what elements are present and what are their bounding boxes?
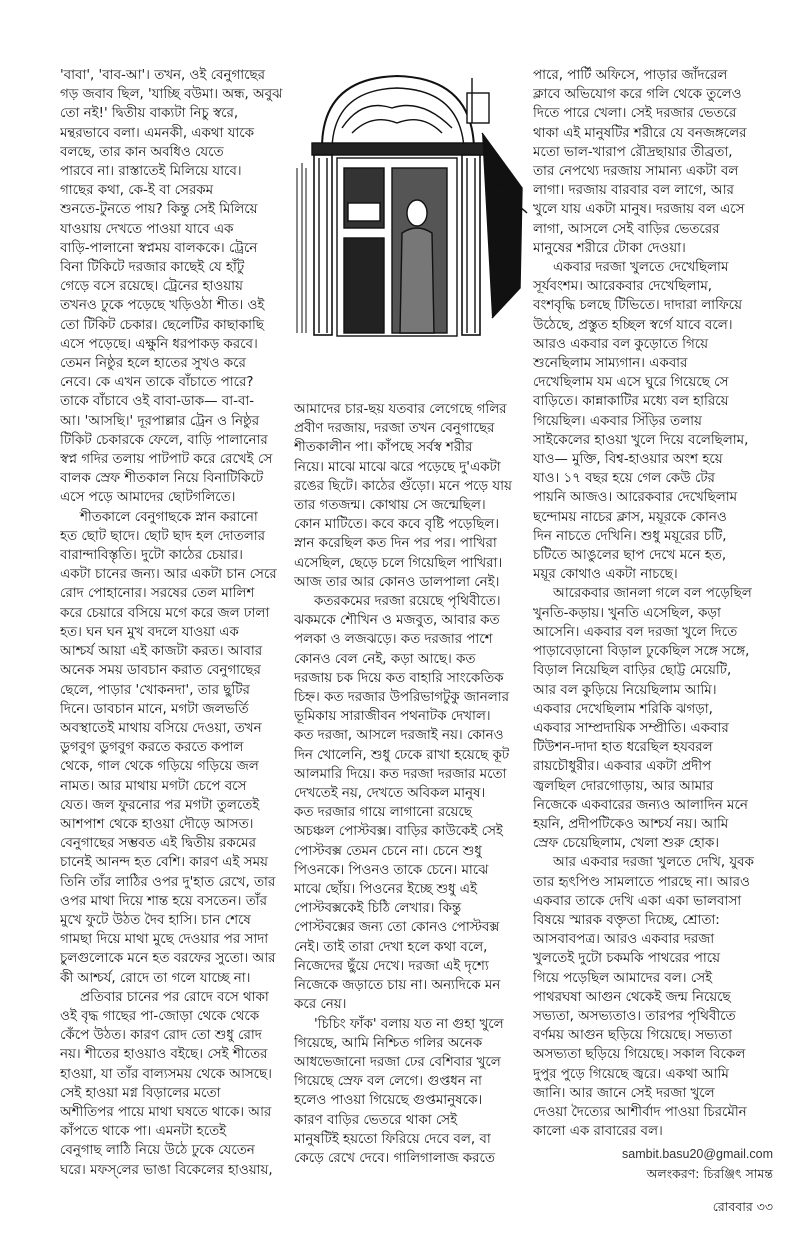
text-line: গড় জবাব ছিল, 'যাচ্ছি বউমা। অন্ধ, অবুঝ [60,87,283,103]
text-line: দুপুর পুড়ে গিয়েছে জ্বরে। একথা আমি [533,1066,729,1082]
text-line: বংশবৃদ্ধি চলছে টিভিতে। দাদারা লাফিয়ে [533,298,742,314]
text-line: কাঁপতে থাকে পা। এমনটা হতেই [60,1124,227,1140]
text-line: খুলতেই দুটো চকমকি পাথরের পায়ে [533,951,721,967]
article-paragraph [60,66,292,508]
text-line: টিকিট চেকারকে ফেলে, বাড়ি পালানোর [60,432,268,448]
text-line: ঝকমকে শৌখিন ও মজবুত, আবার কত [294,613,500,629]
article-paragraph [533,853,773,1141]
text-line: তিনি তাঁর লাঠির ওপর দু'হাত রেখে, তার [60,874,276,890]
text-line: রোদ পোহানোর। সরষের তেল মালিশ [60,586,255,602]
text-line: গিয়েছে স্রেফ বল লেগে। গুপ্তধন না [294,1074,482,1090]
text-line: লাগা। দরজায় বারবার বল লাগে, আর [533,183,734,199]
text-line: আলমারি দিয়ে। কত দরজা দরজার মতো [294,766,507,782]
text-line: দেখতেই নয়, দেখতে অবিকল মানুষ। [294,786,486,802]
text-line: আর একবার দরজা খুলতে দেখি, যুবক [553,855,754,871]
text-line: জ্বলছিল দোরগোড়ায়, আর আমার [533,778,714,794]
text-line: চানেই আনন্দ হত বেশি। কারণ এই সময় [60,855,268,871]
text-line: একটা চানের জন্য। আর একটা চান সেরে [60,567,277,583]
text-line: টিউশন-দাদা হাত ধরেছিল হযবরল [533,740,713,756]
text-line: নামত। আর মাথায় মগটা চেপে বসে [60,778,247,794]
text-line: এসে পড়েছে। এক্ষুনি ধরপাকড় করবে। [60,336,258,352]
text-line: ছেলে, পাড়ার 'খোকনদা', তার ছুটির [60,682,250,698]
text-line: তার হৃৎপিণ্ড সামলাতে পারছে না। আরও [533,874,750,890]
text-line: একবার দেখেছিলাম শরিকি ঝগড়া, [533,701,713,717]
text-line: অসভ্যতা ছড়িয়ে গিয়েছে। সকাল বিকেল [533,1047,746,1063]
text-line: বিষয়ে স্মারক বক্তৃতা দিচ্ছে, শ্রোতা: [533,912,720,928]
text-line: পাথরঘষা আগুন থেকেই জন্ম নিয়েছে [533,989,731,1005]
text-line: নিজেকে জড়াতে চায় না। অন্যদিকে মন [294,978,501,994]
text-line: রঙের ছিটে। কাঠের গুঁড়ো। মনে পড়ে যায় [294,478,512,494]
text-line: সাইকেলের হাওয়া খুলে দিয়ে বলেছিলাম, [533,432,749,448]
text-line: কোন মাটিতে। কবে কবে বৃষ্টি পড়েছিল। [294,517,500,533]
text-line: দিন খোলেনি, শুধু ঢেকে রাখা হয়েছে কূট [294,747,510,763]
text-line: মানুষটিই হয়তো ফিরিয়ে দেবে বল, বা [294,1131,491,1147]
text-line: বেনুগাছের সম্ভবত এই দ্বিতীয় রকমের [60,836,256,852]
text-line: এসেছিল, ছেড়ে চলে গিয়েছিল পাখিরা। [294,555,503,571]
text-line: ডুগবুগ ডুগবুগ করতে করতে কপাল [60,740,244,756]
text-line: পোস্টবক্সকেই চিঠি লেখার। কিন্তু [294,901,462,917]
text-line: বেনুগাছ লাঠি নিয়ে উঠে ঢুকে যেতেন [60,1143,255,1159]
text-line: তো টিকিট চেকার। ছেলেটির কাছাকাছি [60,317,264,333]
doorway-sketch-icon [292,38,532,338]
text-line: মতো ভাল-খারাপ রৌদ্রছায়ার তীব্রতা, [533,144,733,160]
text-line: কী আশ্চর্য, রোদে তা গলে যাচ্ছে না। [60,970,251,986]
text-line: পোস্টবক্সের জন্য তো কোনও পোস্টবক্স [294,920,500,936]
text-line: একবার তাকে দেখি একা একা ভালবাসা [533,893,742,909]
text-line: পারবে না। রাস্তাতেই মিলিয়ে যাবে। [60,164,242,180]
article-column-3 [533,66,773,1216]
text-line: যাওয়ায় দেখতে পাওয়া যাবে এক [60,221,234,237]
text-line: দেখেছিলাম যম এসে ঘুরে গিয়েছে সে [533,375,729,391]
text-line: অচঞ্চল পোস্টবক্স। বাড়ির কাউকেই সেই [294,824,503,840]
text-line: করে নেয়। [294,997,347,1013]
text-line: স্রেফ চেয়েছিলাম, খেলা শুরু হোক। [533,836,719,852]
text-line: উঠেছে, প্রস্তুত হচ্ছিল স্বর্গে যাবে বলে। [533,317,733,333]
text-line: শীতকালে বেনুগাছকে স্নান করানো [80,509,258,525]
text-line: মানুষের শরীরে টোকা দেওয়া। [533,240,686,256]
text-line: ভূমিকায় সারাজীবন পথনাটক দেখাল। [294,709,491,725]
text-line: ছন্দোময় নাচের ক্লাস, ময়ূরকে কোনও [533,509,727,525]
text-line: নিজেকে একবারের জন্যও আলাদিন মনে [533,797,748,813]
text-line: হাওয়া, যা তাঁর বাল্যসময় থেকে আসছে। [60,1066,272,1082]
text-line: স্বপ্ন গদির তলায় পাটপাট করে রেখেই সে [60,452,273,468]
article-paragraph [533,258,773,584]
text-line: অশীতিপর পায়ে মাথা ঘষতে থাকে। আর [60,1104,272,1120]
text-line: গাছের কথা, কে-ই বা সেরকম [60,183,214,199]
text-line: 'বাবা', 'বাব-আ'। তখন, ওই বেনুগাছের [60,68,266,83]
text-line: আমাদের চার-ছয় যতবার লেগেছে গলির [294,402,507,417]
text-line: করে চেয়ারে বসিয়ে মগে করে জল ঢালা [60,605,270,621]
text-line: বারান্দাবিস্তৃতি। দুটো কাঠের চেয়ার। [60,548,243,564]
text-line: নেই। তাই তারা দেখা হলে কথা বলে, [294,939,488,955]
article-paragraph [294,400,526,592]
text-line: দিনে। ডাবচান মানে, মগটা জলভর্তি [60,701,249,717]
text-line: থাকা এই মানুষটির শরীরে যে বনজঙ্গলের [533,125,747,141]
text-line: তার নেপথ্যে দরজায় সামান্য একটা বল [533,164,739,180]
article-paragraph [60,508,292,988]
text-line: দিন নাচতে দেখিনি। শুধু ময়ূরের চটি, [533,528,727,544]
text-line: মুখে ফুটে উঠত দৈব হাসি। চান শেষে [60,912,251,928]
text-line: শুনেছিলাম সাম্যগান। একবার [533,356,688,372]
text-line: ক্লাবে অভিযোগ করে গলি থেকে তুলেও [533,87,742,103]
text-line: অনেক সময় ডাবচান করাত বেনুগাছের [60,663,261,679]
text-line: হত ছোট ছাদে। ছোট ছাদ হল দোতলার [60,528,265,544]
text-line: বলছে, তার কান অবধিও যেতে [60,144,224,160]
text-line: আর বল কুড়িয়ে নিয়েছিলাম আমি। [533,682,717,698]
text-line: থেকে, গাল থেকে গড়িয়ে গড়িয়ে জল [60,759,259,775]
text-line: পাড়াবেড়ানো বিড়াল ঢুকেছিল সঙ্গে সঙ্গে, [533,644,750,660]
text-line: কত দরজা, আসলে দরজাই নয়। কোনও [294,728,504,744]
text-line: কত দরজার গায়ে লাগানো রয়েছে [294,805,472,821]
text-line: মাঝে ছোঁয়। পিওনের ইচ্ছে শুধু এই [294,882,477,898]
text-line: কেঁপে উঠত। কারণ রোদ তো শুধু রোদ [60,1028,262,1044]
text-line: পলকা ও লজঝড়ে। কত দরজার পাশে [294,632,493,648]
text-line: যাও— মুক্তি, বিশ্ব-হাওয়ার অংশ হয়ে [533,452,723,468]
text-line: শুনতে-টুনতে পায়? কিন্তু সেই মিলিয়ে [60,202,258,218]
article-paragraph [533,66,773,258]
text-line: আসবাবপত্র। আরও একবার দরজা [533,932,715,948]
text-line: গিয়েছিল। একবার সিঁড়ির তলায় [533,413,702,429]
text-line: আ। 'আসছি।' দূরপাল্লার ট্রেন ও নিষ্ঠুর [60,413,260,429]
text-line: বর্ণময় আগুন ছড়িয়ে গিয়েছে। সভ্যতা [533,1028,732,1044]
article-column-1 [60,66,292,1180]
text-line: গিয়েছে, আমি নিশ্চিত গলির অনেক [294,1035,483,1051]
text-line: আরও একবার বল কুড়োতে গিয়ে [533,336,709,352]
text-line: আজ তার আর কোনও ডালপালা নেই। [294,574,500,590]
text-line: মন্থরভাবে বলা। এমনকী, একথা যাকে [60,125,255,141]
text-line: তো নই!' দ্বিতীয় বাক্যটা নিচু স্বরে, [60,106,239,122]
text-line: আশ্চর্য আয়া এই কাজটা করত। আবার [60,644,263,660]
text-line: তার গতজন্ম। কোথায় সে জন্মেছিল। [294,498,486,514]
text-line: সভ্যতা, অসভ্যতাও। তারপর পৃথিবীতে [533,1008,736,1024]
text-line: নিয়ে। মাঝে মাঝে ঝরে পড়েছে দু'একটা [294,459,501,475]
text-line: বাড়ি-পালানো স্বপ্নময় বালককে। ট্রেনে [60,240,258,256]
text-line: ওই বৃদ্ধ গাছের পা-জোড়া থেকে থেকে [60,1008,260,1024]
article-paragraph [294,1015,526,1169]
text-line: আশপাশ থেকে হাওয়া দৌড়ে আসত। [60,816,254,832]
text-line: তখনও ঢুকে পড়েছে খড়িওঠা শীত। ওই [60,298,265,314]
text-line: হয়নি, প্রদীপটিকেও আশ্চর্য নয়। আমি [533,816,729,832]
page-folio: রোববার ৩৩ [712,1199,773,1215]
article-paragraph [533,584,773,853]
text-line: কেড়ে রেখে দেবে। গালিগালাজ করতে [294,1150,495,1166]
text-line: এসে পড়ে আমাদের ছোটগলিতে। [60,490,236,506]
text-line: চিহ্ন। কত দরজার উপরিভাগটুকু জানলার [294,690,509,706]
text-line: ঘরে। মফস্‌লের ভাঙা বিকেলের হাওয়ায়, [60,1162,273,1178]
text-line: কতরকমের দরজা রয়েছে পৃথিবীতে। [314,594,501,610]
text-line: কোনও বেল নেই, কড়া আছে। কত [294,651,476,667]
text-line: গিয়ে পড়েছিল আমাদের বল। সেই [533,970,713,986]
article-column-3-body [533,66,773,1141]
text-line: আসেনি। একবার বল দরজা খুলে দিতে [533,624,738,640]
text-line: তেমন নিষ্ঠুর হলে হাতের সুখও করে [60,356,246,372]
text-line: একবার দরজা খুলতে দেখেছিলাম [553,260,729,276]
text-line: খুনতি-কড়ায়। খুনতি এসেছিল, কড়া [533,605,721,621]
text-line: রায়চৌধুরীর। একবার একটা প্রদীপ [533,759,712,775]
text-line: প্রবীণ দরজায়, দরজা তখন বেনুগাছের [294,421,495,437]
text-line: গেড়ে বসে রয়েছে। ট্রেনের হাওয়ায় [60,279,243,295]
text-line: কালো এক রাবারের বল। [533,1124,663,1140]
text-line: আরেকবার জানলা গলে বল পড়েছিল [553,586,752,602]
text-line: সূর্যবংশম। আরেকবার দেখেছিলাম, [533,279,713,295]
text-line: পোস্টবক্স তেমন চেনে না। চেনে শুধু [294,843,482,859]
article-paragraph [60,988,292,1180]
text-line: স্নান করেছিল কত দিন পর পর। পাখিরা [294,536,497,552]
text-line: নেবে। কে এখন তাকে বাঁচাতে পারে? [60,375,254,391]
text-line: গামছা দিয়ে মাথা মুছে দেওয়ার পর সাদা [60,932,269,948]
text-line: পায়নি আজও। আরেকবার দেখেছিলাম [533,490,738,506]
article-column-2 [294,400,526,1168]
text-line: যাও। ১৭ বছর হয়ে গেল কেউ টের [533,471,715,487]
article-paragraph [294,592,526,1014]
text-line: নয়। শীতের হাওয়াও বইছে। সেই শীতের [60,1047,268,1063]
text-line: বিনা টিকিটে দরজার কাছেই যে হাঁটু [60,260,245,276]
text-line: প্রতিবার চানের পর রোদে বসে থাকা [80,989,269,1005]
text-line: পারে, পার্টি অফিসে, পাড়ার জাঁদরেল [533,68,728,83]
text-line: শীতকালীন পা। কাঁপছে সর্বস্ব শরীর [294,440,473,456]
text-line: খুলে যায় একটা মানুষ। দরজায় বল এসে [533,202,745,218]
text-line: বিড়াল নিয়েছিল বাড়ির ছোট্ট মেয়েটি, [533,663,732,679]
text-line: হত। ঘন ঘন মুখ বদলে যাওয়া এক [60,624,239,640]
text-line: অবস্থাতেই মাথায় বসিয়ে দেওয়া, তখন [60,720,262,736]
text-line: তাকে বাঁচাবে ওই বাবা-ডাক— বা-বা- [60,394,255,410]
text-line: বাড়িতে। কান্নাকাটির মধ্যে বল হারিয়ে [533,394,729,410]
text-line: পিওনকে। পিওনও তাকে চেনে। মাঝে [294,862,489,878]
text-line: জানি। আর জানে সেই দরজা খুলে [533,1085,715,1101]
text-line: যেত। জল ফুরনোর পর মগটা তুলতেই [60,797,260,813]
text-line: হলেও পাওয়া গিয়েছে গুপ্তমানুষকে। [294,1093,483,1109]
text-line: আধভেজানো দরজা ঢের বেশিবার খুলে [294,1054,501,1070]
text-line: বালক স্রেফ শীতকাল নিয়ে বিনাটিকিটে [60,471,264,487]
text-line: নিজেদের ছুঁয়ে দেখে। দরজা এই দৃশ্যে [294,958,489,974]
text-line: সেই হাওয়া মগ্ন বিড়ালের মতো [60,1085,221,1101]
text-line: একবার সাম্প্রদায়িক সম্প্রীতি। একবার [533,720,729,736]
text-line: দিতে পারে খেলা। সেই দরজার ভেতরে [533,106,737,122]
text-line: 'চিচিং ফাঁক' বলায় যত না গুহা খুলে [314,1016,504,1032]
illustration-credit: অলংকরণ: চিরঞ্জিৎ সামন্ত [646,1166,773,1182]
text-line: ওপর মাথা দিয়ে শান্ত হয়ে বসতেন। তাঁর [60,893,268,909]
author-email[interactable]: sambit.basu20@gmail.com [622,1147,773,1162]
ink-illustration-ornate-doorway [292,38,532,338]
text-line: কারণ বাড়ির ভেতরে থাকা সেই [294,1112,458,1128]
text-line: দরজায় চক দিয়ে কত বাহারি সাংকেতিক [294,670,504,686]
text-line: চটিতে আঙুলের ছাপ দেখে মনে হত, [533,548,727,564]
text-line: ময়ূর কোথাও একটা নাচছে। [533,567,678,583]
text-line: দেওয়া দৈত্যের আশীর্বাদ পাওয়া চিরমৌন [533,1104,747,1120]
text-line: লাগা, আসলে সেই বাড়ির ভেতরের [533,221,720,237]
text-line: চুলগুলোকে মনে হত বরফের সুতো। আর [60,951,276,967]
